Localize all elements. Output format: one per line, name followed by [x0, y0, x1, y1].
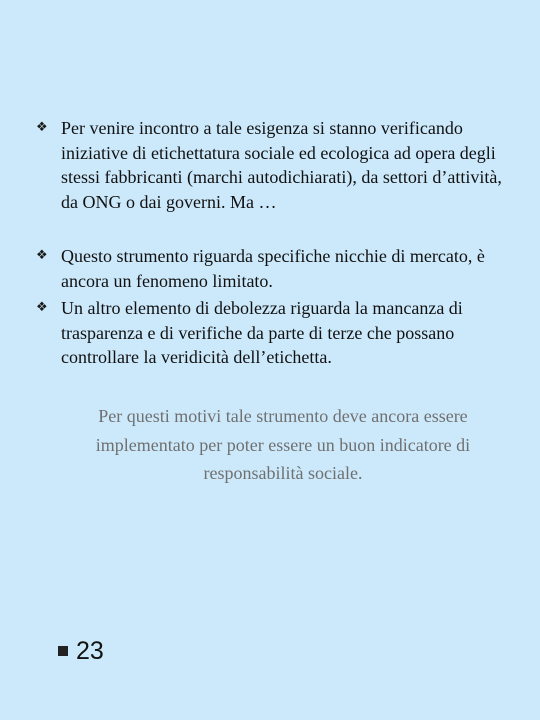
square-bullet-icon	[58, 646, 68, 656]
conclusion-text: Per questi motivi tale strumento deve ancora essere implementato per poter essere un buon indicatore di responsabilità sociale.	[95, 406, 471, 483]
page-number	[58, 636, 104, 666]
bullet-row	[36, 116, 516, 214]
diamond-bullet-icon: ❖	[36, 248, 48, 263]
bullet-row	[36, 296, 516, 370]
bullet-list-item	[36, 296, 516, 370]
bullet-text: Un altro elemento di debolezza riguarda la mancanza di trasparenza e di verifiche da parte di terze che possano controllare la veridicità dell’etichetta.	[61, 298, 463, 367]
diamond-bullet-icon: ❖	[36, 120, 48, 135]
bullet-text: Per venire incontro a tale esigenza si stanno verificando iniziative di etichettatura sociale ed ecologica ad opera degli stessi fabbricanti (marchi autodichiarati), da settori d’attività, da ONG o dai governi. Ma …	[61, 118, 502, 212]
bullet-list-item	[36, 244, 516, 293]
bullet-row	[36, 244, 516, 293]
page-number-value: 23	[76, 637, 104, 665]
bullet-list-item	[36, 116, 516, 214]
bullet-text: Questo strumento riguarda specifiche nicchie di mercato, è ancora un fenomeno limitato.	[61, 246, 485, 291]
diamond-bullet-icon: ❖	[36, 300, 48, 315]
